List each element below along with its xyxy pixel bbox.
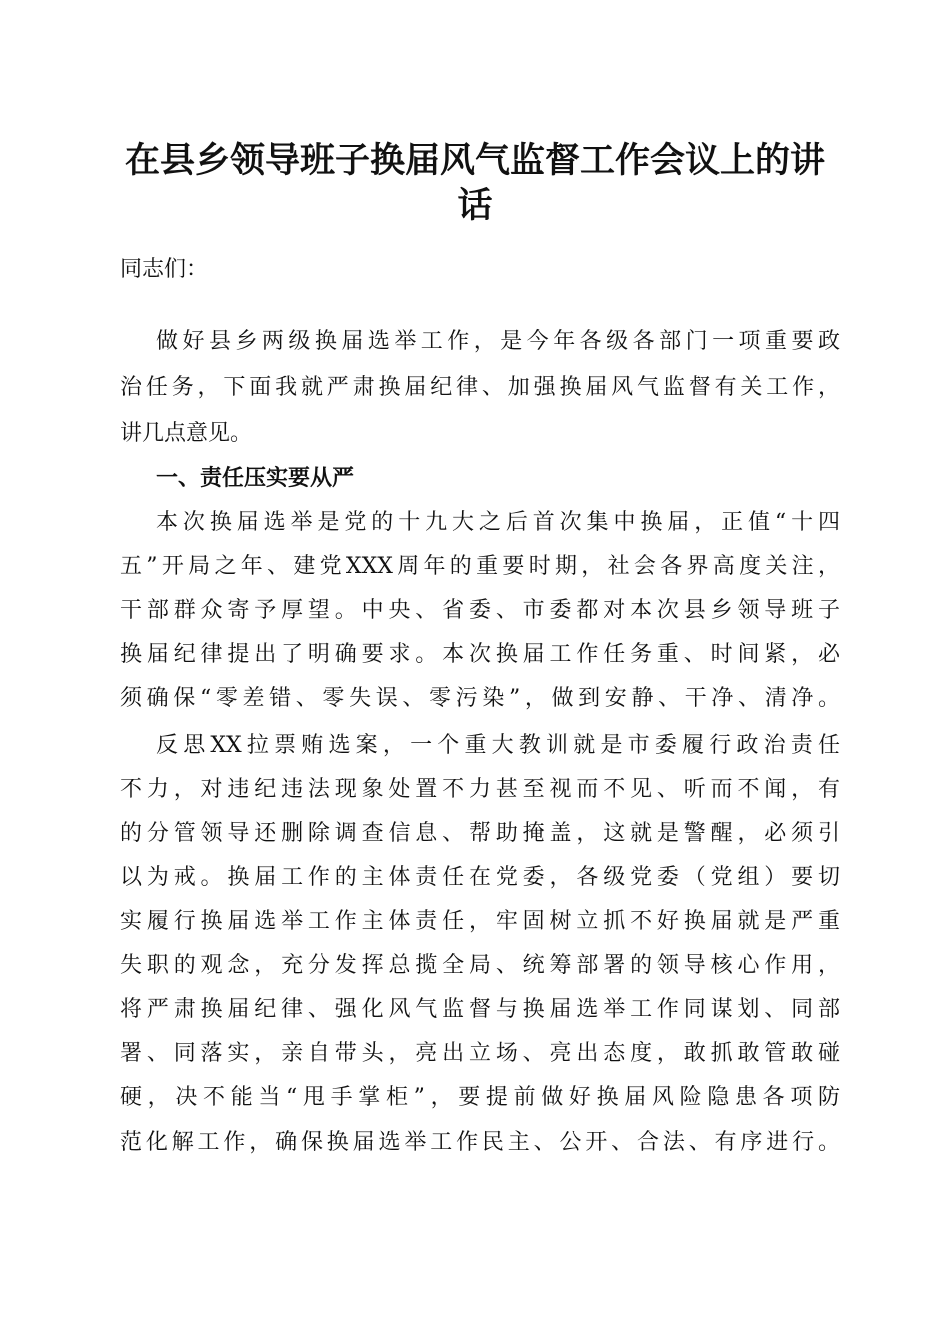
document-title [100, 138, 850, 228]
paragraph-line: 实履行换届选举工作主体责任，牢固树立抓不好换届就是严重 [120, 909, 840, 934]
paragraph-line: 范化解工作，确保换届选举工作民主、公开、合法、有序进行。 [120, 1130, 840, 1155]
intro-line: 治任务，下面我就严肃换届纪律、加强换届风气监督有关工作， [120, 375, 840, 400]
title-line: 话 [457, 185, 493, 226]
salutation: 同志们： [120, 257, 209, 282]
paragraph-line: 以为戒。换届工作的主体责任在党委，各级党委（党组）要切 [120, 865, 840, 890]
paragraph-line: 硬，决不能当“甩手掌柜”，要提前做好换届风险隐患各项防 [120, 1085, 840, 1110]
paragraph-line: 须确保“零差错、零失误、零污染”，做到安静、干净、清净。 [120, 686, 840, 711]
intro-line: 讲几点意见。 [120, 421, 253, 446]
paragraph-line: 的分管领导还删除调查信息、帮助掩盖，这就是警醒，必须引 [120, 821, 840, 846]
paragraph-line: 干部群众寄予厚望。中央、省委、市委都对本次县乡领导班子 [120, 598, 840, 623]
intro-line: 做好县乡两级换届选举工作，是今年各级各部门一项重要政 [156, 329, 840, 354]
paragraph-line: 不力，对违纪违法现象处置不力甚至视而不见、听而不闻，有 [120, 777, 840, 802]
paragraph-line: 本次换届选举是党的十九大之后首次集中换届，正值“十四 [156, 510, 840, 535]
paragraph-line: 失职的观念，充分发挥总揽全局、统筹部署的领导核心作用， [120, 953, 840, 978]
paragraph-line: 将严肃换届纪律、强化风气监督与换届选举工作同谋划、同部 [120, 997, 840, 1022]
paragraph-line: 换届纪律提出了明确要求。本次换届工作任务重、时间紧，必 [120, 642, 840, 667]
title-line: 在县乡领导班子换届风气监督工作会议上的讲 [124, 140, 825, 181]
paragraph-line: 反思XX拉票贿选案，一个重大教训就是市委履行政治责任 [156, 733, 840, 758]
paragraph-line: 署、同落实，亲自带头，亮出立场、亮出态度，敢抓敢管敢碰 [120, 1041, 840, 1066]
paragraph-line: 五”开局之年、建党XXX周年的重要时期，社会各界高度关注， [120, 554, 840, 579]
section-heading: 一、责任压实要从严 [156, 466, 355, 491]
